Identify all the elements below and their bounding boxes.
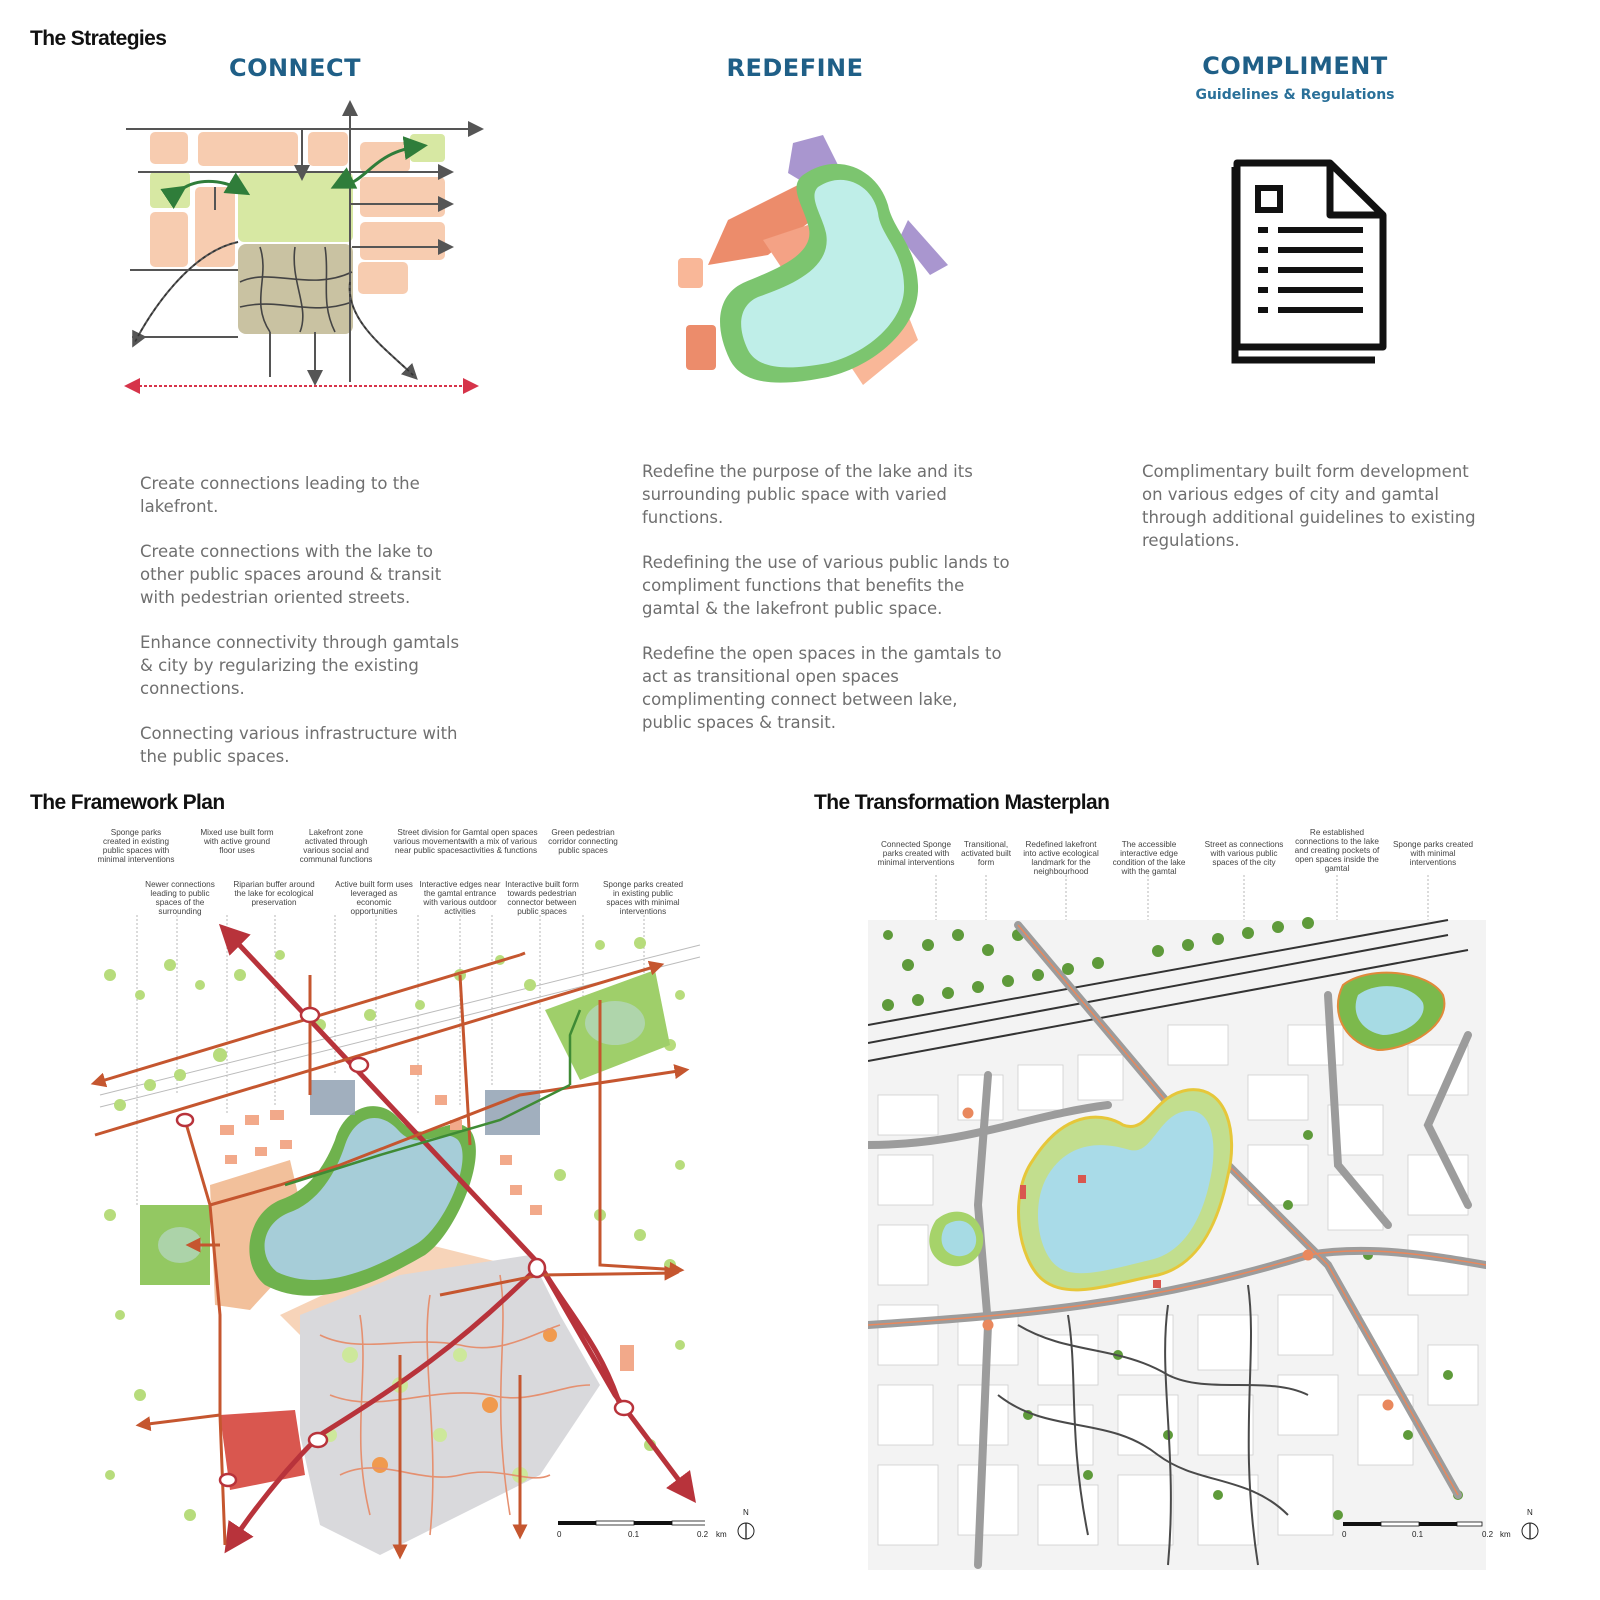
strategies-title: The Strategies [30,27,167,50]
masterplan-annotation: Connected Sponge parks created with minimal interventions [877,840,955,867]
framework-annotation: Sponge parks created in existing public spaces with minimal interventions [97,828,175,864]
masterplan-annotation: Transitional, activated built form [960,840,1012,867]
compliment-subheading: Guidelines & Regulations [1195,87,1395,103]
masterplan-north-label: N [1527,1508,1533,1517]
redefine-diagram [668,125,968,405]
masterplan-annotation: Redefined lakefront into active ecological landmark for the neighbourhood [1023,840,1099,876]
connect-paragraph: Connecting various infrastructure with the public spaces. [140,724,458,766]
framework-north-label: N [743,1508,749,1517]
framework-plan-map [80,915,705,1570]
redefine-heading: REDEFINE [726,54,864,82]
framework-title: The Framework Plan [30,791,225,814]
framework-scale-1: 0.1 [628,1530,640,1539]
redefine-paragraph: Redefine the open spaces in the gamtals to act as transitional open spaces complimenting connect between lake, public spaces & transit. [642,644,1002,732]
masterplan-annotation: The accessible interactive edge condition of the lake with the gamtal [1112,840,1186,876]
connect-diagram [120,92,500,407]
connect-text [140,472,460,790]
framework-annotation: Interactive built form towards pedestrian connector between public spaces [505,880,579,916]
connect-paragraph: Create connections leading to the lakefront. [140,474,420,516]
framework-scale-2: 0.2 [697,1530,709,1539]
framework-scale-unit: km [716,1530,727,1539]
framework-annotation: Street division for various movements near public spaces [393,828,465,855]
framework-annotation: Gamtal open spaces with a mix of various activities & functions [462,828,538,855]
framework-annotation: Active built form uses leveraged as economic opportunities [335,880,413,916]
redefine-paragraph: Redefine the purpose of the lake and its surrounding public space with varied functions. [642,462,973,527]
masterplan-annotation: Street as connections with various public spaces of the city [1204,840,1284,867]
framework-annotation: Newer connections leading to public spaces of the surrounding [145,880,215,916]
framework-scale-0: 0 [557,1530,562,1539]
redefine-text [642,460,1012,756]
framework-annotation: Sponge parks created in existing public spaces with minimal interventions [602,880,684,916]
redefine-paragraph: Redefining the use of various public lands to compliment functions that benefits the gamtal & the lakefront public space. [642,553,1010,618]
masterplan-annotation: Sponge parks created with minimal interventions [1392,840,1474,867]
masterplan-scale-unit: km [1500,1530,1511,1539]
compliment-heading: COMPLIMENT [1202,52,1388,80]
masterplan-title: The Transformation Masterplan [814,791,1110,814]
masterplan-scale-1: 0.1 [1412,1530,1424,1539]
connect-paragraph: Enhance connectivity through gamtals & city by regularizing the existing connections. [140,633,460,698]
masterplan-annotation: Re established connections to the lake and creating pockets of open spaces inside the gamtal [1294,828,1380,873]
framework-annotation: Riparian buffer around the lake for ecological preservation [233,880,315,907]
connect-heading: CONNECT [228,54,362,82]
framework-scale-bar [558,1521,705,1525]
masterplan-north-arrow-icon [1520,1515,1540,1541]
compliment-text [1142,460,1492,574]
document-icon [1215,155,1400,370]
framework-north-arrow-icon [736,1515,756,1541]
transformation-masterplan-map [868,875,1486,1570]
compliment-paragraph: Complimentary built form development on various edges of city and gamtal through additional guidelines to existing regulations. [1142,462,1476,550]
masterplan-scale-0: 0 [1342,1530,1347,1539]
connect-paragraph: Create connections with the lake to other public spaces around & transit with pedestrian oriented streets. [140,542,442,607]
masterplan-scale-bar [1343,1522,1482,1526]
framework-annotation: Interactive edges near the gamtal entrance with various outdoor activities [419,880,501,916]
framework-annotation: Mixed use built form with active ground floor uses [200,828,274,855]
framework-annotation: Lakefront zone activated through various social and communal functions [299,828,373,864]
masterplan-scale-2: 0.2 [1482,1530,1494,1539]
framework-annotation: Green pedestrian corridor connecting public spaces [548,828,618,855]
